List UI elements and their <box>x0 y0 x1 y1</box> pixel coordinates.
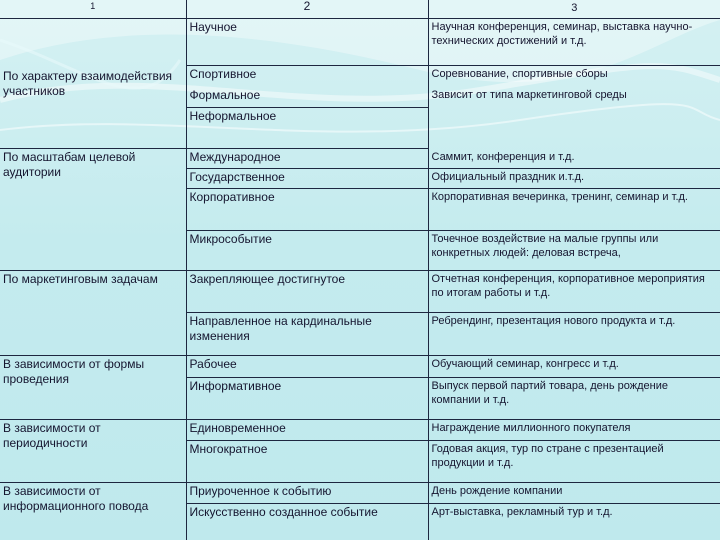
type-cell: Спортивное <box>186 66 428 87</box>
type-cell: Формальное <box>186 87 428 108</box>
example-cell: Точечное воздействие на малые группы или конкретных людей: деловая встреча, <box>428 231 720 271</box>
example-cell: Саммит, конференция и т.д. <box>428 149 720 169</box>
type-cell: Микрособытие <box>186 231 428 271</box>
type-cell: Приуроченное к событию <box>186 483 428 504</box>
criterion-cell: По масштабам целевой аудитории <box>0 149 186 271</box>
example-cell: Арт-выставка, рекламный тур и т.д. <box>431 506 613 518</box>
table-row <box>0 271 720 313</box>
example-cell: Официальный праздник и.т.д. <box>428 169 720 189</box>
type-cell: Единовременное <box>186 420 428 441</box>
type-cell: Направленное на кардинальные изменения <box>186 313 428 356</box>
example-cell: Соревнование, спортивные сборы <box>431 68 608 80</box>
header-col-1: 1 <box>0 0 186 19</box>
example-cell: Выпуск первой партий товара, день рождение компании и т.д. <box>428 378 720 420</box>
table-row <box>0 356 720 378</box>
criterion-cell: В зависимости от информационного повода <box>0 483 186 540</box>
header-col-2: 2 <box>186 0 428 19</box>
criterion-cell: По маркетинговым задачам <box>0 271 186 356</box>
criterion-cell: По характеру взаимодействия участников <box>0 19 186 149</box>
table-row <box>0 483 720 504</box>
example-cell: День рождение компании <box>428 483 720 504</box>
example-cell: Зависит от типа маркетинговой среды <box>431 88 627 101</box>
type-cell: Международное <box>186 149 428 169</box>
type-cell: Научное <box>186 19 428 66</box>
example-cell: Корпоративная вечеринка, тренинг, семинар и т.д. <box>428 189 720 231</box>
example-cell: Отчетная конференция, корпоративное мероприятия по итогам работы и т.д. <box>428 271 720 313</box>
type-cell: Неформальное <box>186 108 428 149</box>
example-cell: Награждение миллионного покупателя <box>428 420 720 441</box>
type-cell: Многократное <box>186 441 428 483</box>
type-cell: Информативное <box>186 378 428 420</box>
example-cell: Ребрендинг, презентация нового продукта и т.д. <box>428 313 720 356</box>
type-cell: Рабочее <box>186 356 428 378</box>
type-cell: Корпоративное <box>186 189 428 231</box>
table-row <box>0 149 720 169</box>
example-cell: Годовая акция, тур по стране с презентацией продукции и т.д. <box>428 441 720 483</box>
example-cell: Научная конференция, семинар, выставка научно-технических достижений и т.д. <box>428 19 720 66</box>
table-row <box>0 19 720 66</box>
type-cell: Закрепляющее достигнутое <box>186 271 428 313</box>
example-cell: Обучающий семинар, конгресс и т.д. <box>428 356 720 378</box>
header-col-3: 3 <box>428 0 720 19</box>
criterion-cell: В зависимости от периодичности <box>0 420 186 483</box>
type-cell: Искусственно созданное событие <box>186 504 428 540</box>
header-row <box>0 0 720 19</box>
table-row <box>0 420 720 441</box>
type-cell: Государственное <box>186 169 428 189</box>
criterion-cell: В зависимости от формы проведения <box>0 356 186 420</box>
